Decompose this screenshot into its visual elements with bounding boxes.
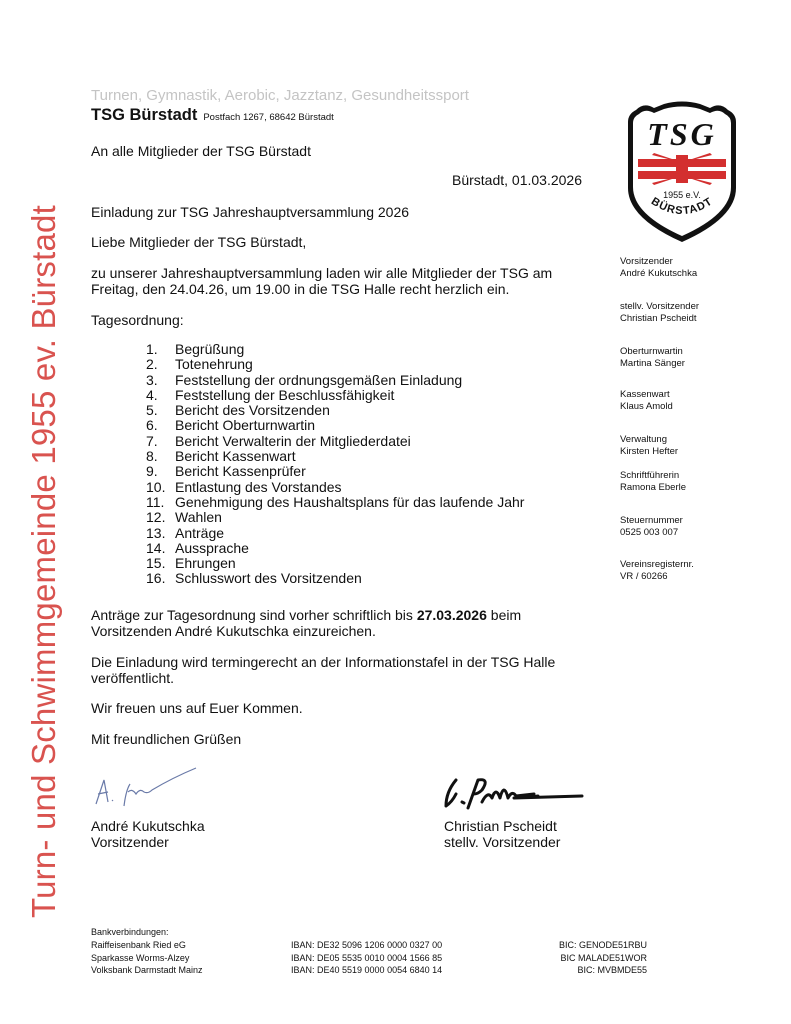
agenda-item-text: Bericht Oberturnwartin	[175, 417, 316, 434]
agenda-item	[146, 541, 524, 556]
agenda-item	[146, 571, 524, 586]
bank-name: Sparkasse Worms-Alzey	[91, 952, 190, 963]
agenda-item	[146, 388, 524, 403]
bank-iban: IBAN: DE40 5519 0000 0054 6840 14	[291, 965, 443, 975]
recipient: An alle Mitglieder der TSG Bürstadt	[91, 143, 311, 159]
agenda-item-text: Wahlen	[175, 509, 222, 526]
agenda-item-number: 1.	[146, 341, 158, 357]
agenda-item	[146, 449, 524, 464]
agenda-item	[146, 403, 524, 418]
logo-year-text: 1955 e.V.	[663, 190, 701, 200]
motions-text: Anträge zur Tagesordnung sind vorher schriftlich bis	[91, 607, 417, 623]
board-entry-label: Verwaltung	[620, 434, 668, 445]
agenda-item-text: Totenehrung	[175, 356, 253, 373]
agenda-item-number: 10.	[146, 478, 166, 495]
agenda-item-text: Feststellung der ordnungsgemäßen Einladung	[175, 371, 463, 388]
tagline: Turnen, Gymnastik, Aerobic, Jazztanz, Gesundheitssport	[91, 87, 469, 104]
board-entry-label: Vorsitzender	[620, 256, 673, 267]
place-date: Bürstadt, 01.03.2026	[452, 172, 582, 188]
motions-line-2: Vorsitzenden André Kukutschka einzureichen.	[91, 623, 376, 639]
agenda-title: Tagesordnung:	[91, 312, 184, 328]
agenda-item-text: Genehmigung des Haushaltsplans für das laufende Jahr	[175, 493, 525, 510]
board-entry	[620, 389, 673, 413]
intro-line-1: zu unserer Jahreshauptversammlung laden wir alle Mitglieder der TSG am	[91, 265, 553, 281]
board-entry-label: Oberturnwartin	[620, 346, 683, 357]
vertical-club-name: Turn- und Schwimmgemeinde 1955 ev. Bürstadt	[25, 205, 62, 918]
logo-tsg-text: TSG	[647, 116, 717, 152]
agenda-item-text: Bericht Kassenprüfer	[175, 463, 306, 480]
agenda-item-number: 4.	[146, 386, 158, 403]
signer-2-name: Christian Pscheidt	[444, 818, 557, 834]
agenda-item	[146, 526, 524, 541]
bank-iban: IBAN: DE32 5096 1206 0000 0327 00	[291, 940, 443, 950]
agenda-item-number: 5.	[146, 402, 158, 419]
publish-line-1: Die Einladung wird termingerecht an der Informationstafel in der TSG Halle	[91, 654, 556, 670]
agenda-item	[146, 418, 524, 433]
banking-title: Bankverbindungen:	[91, 927, 169, 937]
intro-line-2: Freitag, den 24.04.26, um 19.00 in die TSG Halle recht herzlich ein.	[91, 281, 510, 297]
bank-name: Raiffeisenbank Ried eG	[91, 940, 186, 950]
agenda-item-number: 3.	[146, 371, 158, 388]
bank-bic: BIC: GENODE51RBU	[558, 940, 647, 950]
board-entry	[620, 256, 697, 280]
agenda-item	[146, 495, 524, 510]
publish-line-2: veröffentlicht.	[91, 670, 175, 686]
agenda-item-text: Bericht des Vorsitzenden	[175, 402, 330, 419]
agenda-item-number: 11.	[146, 493, 165, 510]
board-entry	[620, 559, 694, 583]
bank-iban: IBAN: DE05 5535 0010 0004 1566 85	[291, 952, 443, 963]
agenda-item-text: Aussprache	[175, 539, 249, 556]
tsg-logo	[624, 100, 740, 245]
signer-2-role: stellv. Vorsitzender	[444, 834, 561, 850]
closing-2: Mit freundlichen Grüßen	[91, 731, 242, 747]
agenda-item	[146, 510, 524, 525]
agenda-item-number: 6.	[146, 417, 158, 434]
subject: Einladung zur TSG Jahreshauptversammlung 2026	[91, 204, 410, 220]
signer-1-name: André Kukutschka	[91, 818, 205, 834]
agenda-item-number: 8.	[146, 448, 158, 465]
board-entry	[620, 515, 683, 539]
agenda-item-text: Anträge	[175, 524, 225, 541]
board-entry-value: Christian Pscheidt	[620, 313, 697, 324]
signature-andre-kukutschka	[92, 762, 202, 812]
agenda-item	[146, 480, 524, 495]
board-entry-label: Schriftführerin	[620, 470, 680, 481]
board-entry-label: Steuernummer	[620, 515, 683, 526]
agenda-item-number: 12.	[146, 509, 166, 526]
board-entry-value: Klaus Amold	[620, 401, 673, 412]
agenda-item-text: Entlastung des Vorstandes	[175, 478, 342, 495]
agenda-item-text: Bericht Verwalterin der Mitgliederdatei	[175, 432, 411, 449]
board-entry	[620, 346, 685, 370]
board-entry	[620, 301, 699, 325]
agenda-item-number: 15.	[146, 555, 166, 572]
salutation: Liebe Mitglieder der TSG Bürstadt,	[91, 234, 307, 250]
board-entry-value: André Kukutschka	[620, 268, 698, 279]
board-entry-value: Kirsten Hefter	[620, 446, 679, 457]
agenda-item-text: Schlusswort des Vorsitzenden	[175, 570, 362, 587]
agenda-item	[146, 357, 524, 372]
agenda-item-number: 16.	[146, 570, 166, 587]
bank-bic: BIC: MVBMDE55	[577, 965, 647, 975]
letterhead	[91, 106, 334, 125]
agenda-item	[146, 342, 524, 357]
board-entry	[620, 434, 678, 458]
signature-christian-pscheidt	[442, 772, 587, 812]
board-entry-value: Ramona Eberle	[620, 482, 687, 493]
closing-1: Wir freuen uns auf Euer Kommen.	[91, 700, 303, 716]
agenda-item-number: 13.	[146, 524, 166, 541]
bank-bic: BIC MALADE51WOR	[560, 952, 647, 963]
motions-deadline: 27.03.2026	[416, 607, 487, 623]
agenda-item	[146, 373, 524, 388]
agenda-item-number: 14.	[146, 539, 166, 556]
board-entry-label: stellv. Vorsitzender	[620, 301, 700, 312]
agenda-item-text: Feststellung der Beschlussfähigkeit	[175, 386, 395, 403]
org-name: TSG Bürstadt	[91, 106, 198, 124]
motions-text-end: beim	[486, 607, 522, 623]
signer-1-role: Vorsitzender	[91, 834, 169, 850]
bank-name: Volksbank Darmstadt Mainz	[91, 965, 203, 975]
agenda-item	[146, 464, 524, 479]
board-entry-label: Kassenwart	[620, 389, 670, 400]
agenda-item	[146, 434, 524, 449]
logo-arc-text: BÜRSTADT	[648, 195, 716, 218]
agenda-item-text: Begrüßung	[175, 341, 245, 357]
org-address: Postfach 1267, 68642 Bürstadt	[203, 112, 334, 123]
agenda-item	[146, 556, 524, 571]
motions-line-1	[91, 607, 521, 623]
board-entry-value: Martina Sänger	[620, 358, 685, 369]
agenda-item-text: Ehrungen	[175, 555, 236, 572]
board-entry	[620, 470, 686, 494]
agenda-item-number: 9.	[146, 463, 158, 480]
agenda-item-number: 2.	[146, 356, 158, 373]
agenda-list	[146, 342, 524, 587]
board-entry-value: VR / 60266	[620, 571, 668, 582]
board-entry-value: 0525 003 007	[620, 527, 679, 538]
board-entry-label: Vereinsregisternr.	[620, 559, 694, 570]
agenda-item-text: Bericht Kassenwart	[175, 448, 296, 465]
agenda-item-number: 7.	[146, 432, 158, 449]
